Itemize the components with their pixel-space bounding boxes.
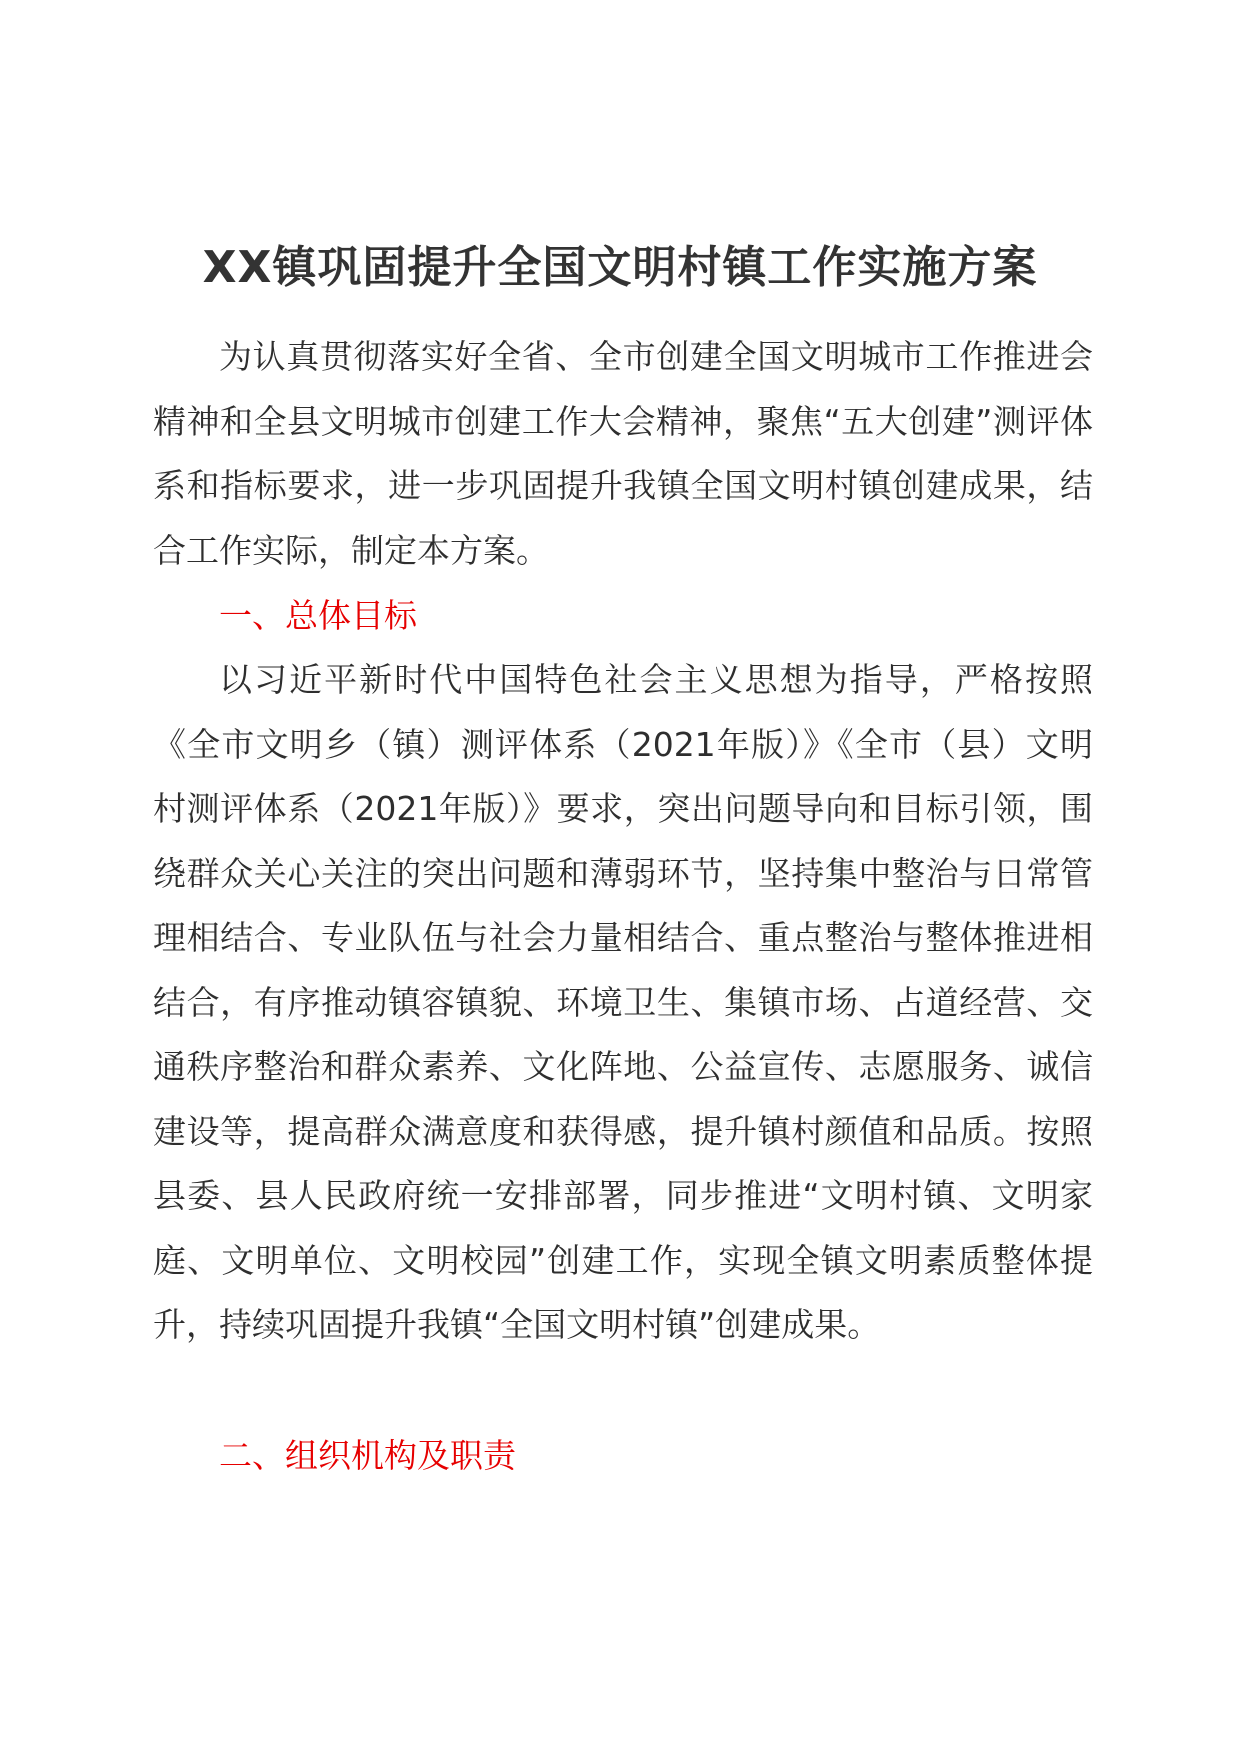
section-heading-overall-goal: 一、总体目标 [219,596,417,635]
overall-goal-paragraph: 以习近平新时代中国特色社会主义思想为指导，严格按照《全市文明乡（镇）测评体系（2021年版）》《全市（县）文明村测评体系（2021年版）》要求，突出问题导向和目标引领，围绕群众关心关注的突出问题和薄弱环节，坚持集中整治与日常管理相结合、专业队伍与社会力量相结合、重点整治与整体推进相结合，有序推动镇容镇貌、环境卫生、集镇市场、占道经营、交通秩序整治和群众素养、文化阵地、公益宣传、志愿服务、诚信建设等，提高群众满意度和获得感，提升镇村颜值和品质。按照县委、县人民政府统一安排部署，同步推进“文明村镇、文明家庭、文明单位、文明校园”创建工作，实现全镇文明素质整体提升，持续巩固提升我镇“全国文明村镇”创建成果。 [153,660,1093,1344]
document-title: XX镇巩固提升全国文明村镇工作实施方案 [202,242,1038,293]
intro-paragraph: 为认真贯彻落实好全省、全市创建全国文明城市工作推进会精神和全县文明城市创建工作大会精神，聚焦“五大创建”测评体系和指标要求，进一步巩固提升我镇全国文明村镇创建成果，结合工作实际，制定本方案。 [153,337,1093,570]
section-heading-organization: 二、组织机构及职责 [219,1436,516,1475]
